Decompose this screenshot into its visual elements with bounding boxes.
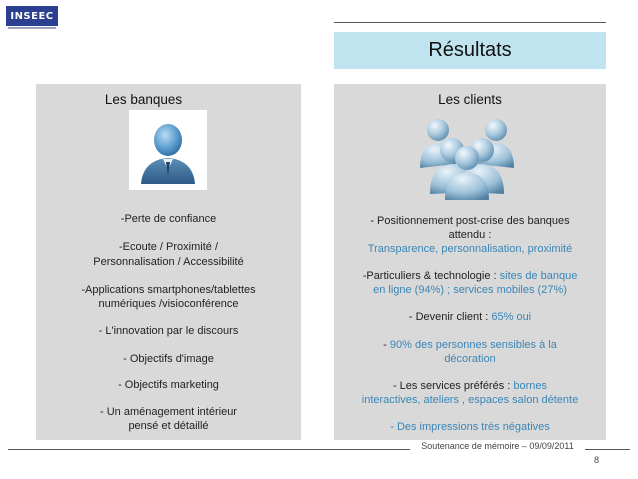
clients-text: - Les services préférés : — [392, 380, 514, 392]
clients-text: - Devenir client : — [408, 311, 492, 323]
clients-text: -Particuliers & technologie : — [362, 270, 500, 282]
clients-line: interactives, ateliers , espaces salon détente — [361, 394, 579, 406]
clients-highlight: bornes — [513, 380, 548, 392]
banks-line: -Ecoute / Proximité / — [118, 241, 219, 253]
logo-underline — [8, 27, 56, 29]
banks-line: - Objectifs marketing — [118, 379, 219, 391]
clients-line: Transparence, personnalisation, proximité — [367, 243, 573, 255]
banks-line: numériques /visioconférence — [98, 298, 239, 310]
clients-highlight: sites de banque — [499, 270, 578, 282]
clients-line: - Positionnement post-crise des banques — [370, 215, 570, 227]
banks-line: -Applications smartphones/tablettes — [81, 284, 256, 296]
clients-panel — [334, 84, 606, 440]
top-divider — [334, 22, 606, 23]
slide-title: Résultats — [334, 32, 606, 69]
footer-text: Soutenance de mémoire – 09/09/2011 — [421, 441, 574, 451]
clients-line: - Des impressions très négatives — [390, 421, 550, 433]
clients-text: - — [383, 339, 390, 351]
clients-line — [334, 379, 606, 394]
clients-panel-title: Les clients — [438, 92, 502, 107]
clients-line: décoration — [444, 353, 496, 365]
banks-line: - Objectifs d'image — [123, 353, 214, 365]
clients-highlight: 65% oui — [491, 311, 532, 323]
clients-line: en ligne (94%) ; services mobiles (27%) — [373, 284, 567, 296]
banks-line: -Perte de confiance — [120, 213, 217, 225]
clients-line — [334, 338, 606, 353]
page-number: 8 — [594, 455, 600, 465]
banks-line: - Un aménagement intérieur — [100, 406, 237, 418]
clients-line — [334, 269, 606, 284]
banks-panel — [36, 84, 301, 440]
banks-line: Personnalisation / Accessibilité — [93, 256, 244, 268]
banks-line: - L'innovation par le discours — [98, 325, 239, 337]
inseec-logo: INSEEC — [6, 6, 58, 26]
banks-panel-title: Les banques — [104, 92, 183, 107]
clients-highlight: 90% des personnes sensibles à la — [389, 339, 557, 351]
clients-line — [334, 310, 606, 325]
group-icon — [408, 112, 526, 200]
banks-line: pensé et détaillé — [128, 420, 209, 432]
clients-line: attendu : — [448, 229, 492, 241]
person-icon — [129, 110, 207, 190]
